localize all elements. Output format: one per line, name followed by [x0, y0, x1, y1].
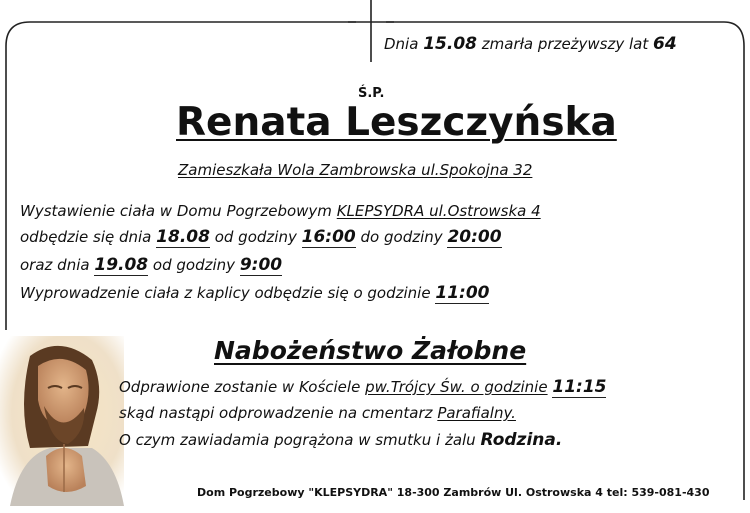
second-viewing-time: 9:00: [239, 255, 283, 275]
viewing-end-time: 20:00: [447, 227, 502, 247]
viewing-line-4: [20, 284, 489, 304]
procession-text: Wyprowadzenie ciała z kaplicy odbędzie się o godzinie: [20, 284, 431, 302]
viewing-date-label: odbędzie się dnia: [20, 228, 152, 246]
frame-border-right: [386, 22, 744, 500]
cemetery-name: Parafialny.: [437, 404, 516, 422]
church-name: pw.Trójcy Św. o godzinie: [365, 378, 548, 396]
service-line-2: [119, 404, 516, 422]
service-line-1: [119, 378, 606, 398]
funeral-home-footer: Dom Pogrzebowy "KLEPSYDRA" 18-300 Zambrów Ul. Ostrowska 4 tel: 539-081-430: [197, 486, 710, 499]
viewing-line-2: [20, 228, 502, 248]
service-heading: Nabożeństwo Żałobne: [214, 336, 527, 365]
age: 64: [653, 34, 677, 54]
church-text: Odprawione zostanie w Kościele: [119, 378, 361, 396]
death-middle: zmarła przeżywszy lat: [481, 35, 649, 53]
service-line-3: [119, 430, 562, 450]
viewing-date: 18.08: [156, 227, 210, 247]
service-time: 11:15: [552, 377, 607, 397]
family-notice-text: O czym zawiadamia pogrążona w smutku i żalu: [119, 431, 476, 449]
praying-jesus-image: [0, 336, 124, 506]
death-notice-line: [384, 34, 677, 54]
residence-address: Zamieszkała Wola Zambrowska ul.Spokojna 32: [178, 161, 533, 179]
viewing-start-time: 16:00: [301, 227, 356, 247]
cemetery-text: skąd nastąpi odprowadzenie na cmentarz: [119, 404, 433, 422]
funeral-home-address: KLEPSYDRA ul.Ostrowska 4: [336, 202, 541, 220]
second-date-label: oraz dnia: [20, 256, 90, 274]
procession-time: 11:00: [435, 283, 490, 303]
honorific: Ś.P.: [358, 86, 385, 101]
from-label: od godziny: [214, 228, 297, 246]
death-date: 15.08: [423, 34, 477, 54]
death-prefix: Dnia: [384, 35, 419, 53]
viewing-text: Wystawienie ciała w Domu Pogrzebowym: [20, 202, 332, 220]
deceased-name: Renata Leszczyńska: [176, 100, 617, 145]
second-from-label: od godziny: [152, 256, 236, 274]
viewing-line-3: [20, 256, 282, 276]
second-viewing-date: 19.08: [94, 255, 149, 275]
to-label: do godziny: [360, 228, 443, 246]
viewing-line-1: [20, 202, 541, 220]
family-signature: Rodzina.: [480, 430, 563, 450]
